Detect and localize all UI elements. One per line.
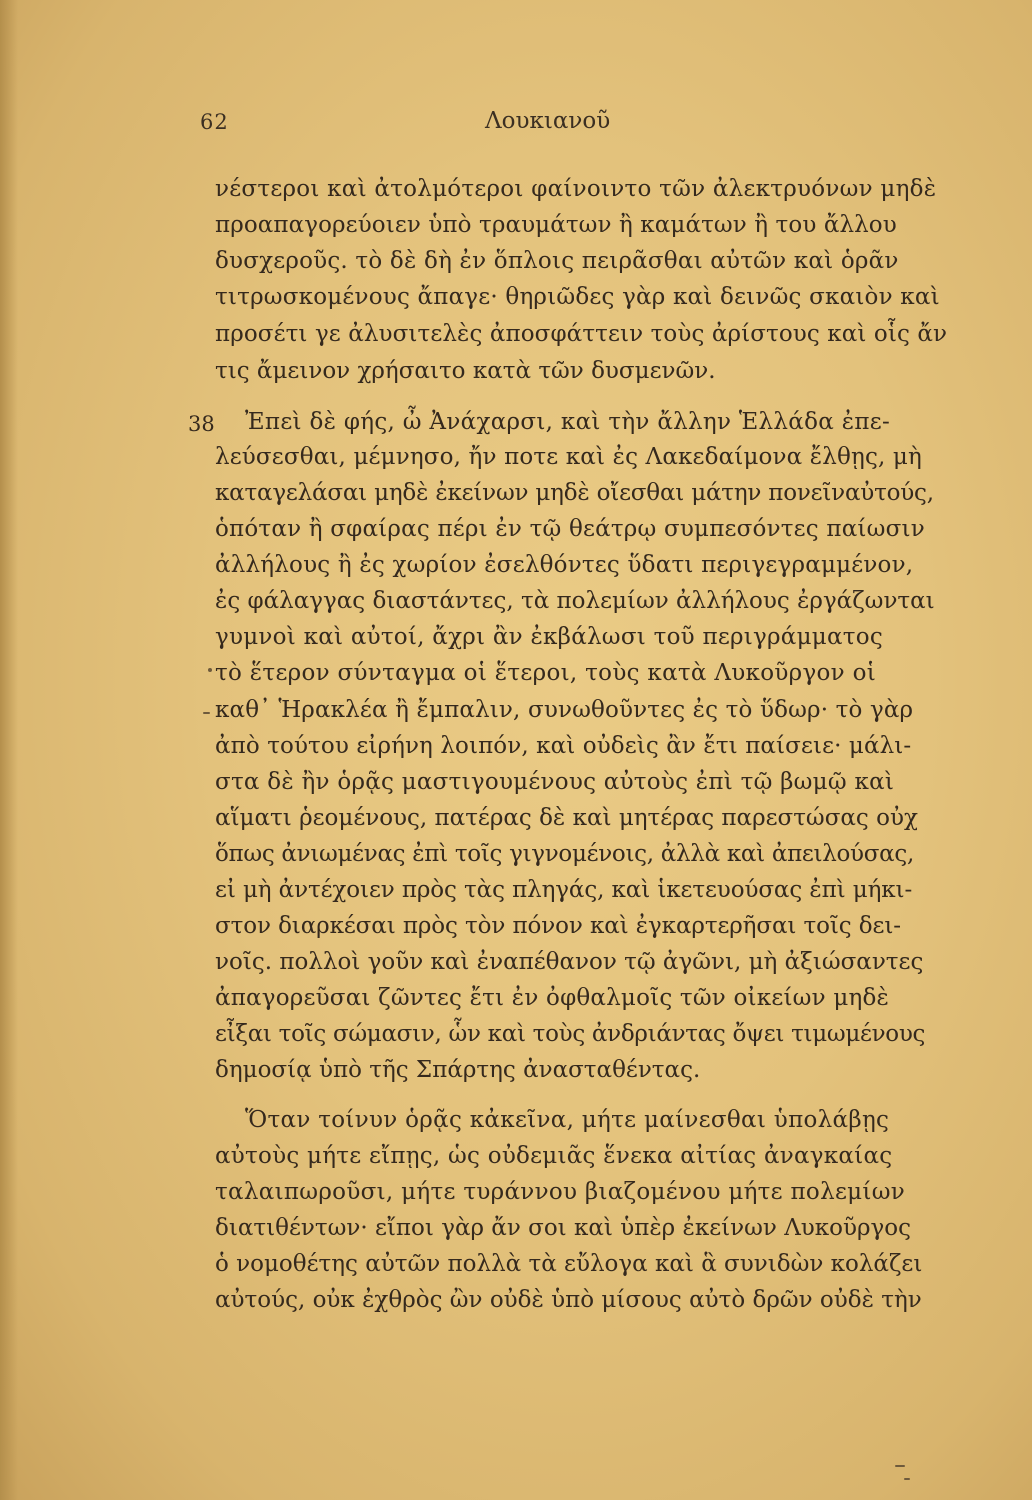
text-line: αὐτοὺς μήτε εἴπῃς, ὡς οὐδεμιᾶς ἕνεκα αἰτίας ἀναγκαίας xyxy=(215,1143,893,1169)
text-line: τιτρωσκομένους ἄπαγε· θηριῶδες γὰρ καὶ δεινῶς σκαιὸν καὶ xyxy=(215,284,940,310)
text-line: στον διαρκέσαι πρὸς τὸν πόνον καὶ ἐγκαρτερῆσαι τοῖς δει- xyxy=(215,913,901,939)
text-line: νέστεροι καὶ ἀτολμότεροι φαίνοιντο τῶν ἀλεκτρυόνων μηδὲ xyxy=(215,176,937,202)
text-line: αὐτούς, οὐκ ἐχθρὸς ὢν οὐδὲ ὑπὸ μίσους αὐτὸ δρῶν οὐδὲ τὴν xyxy=(215,1287,922,1313)
text-line: ταλαιπωροῦσι, μήτε τυράννου βιαζομένου μήτε πολεμίων xyxy=(215,1179,906,1205)
text-line: ἀπὸ τούτου εἰρήνη λοιπόν, καὶ οὐδεὶς ἂν ἔτι παίσειε· μάλι- xyxy=(215,733,912,759)
text-line: εἶξαι τοῖς σώμασιν, ὧν καὶ τοὺς ἀνδριάντας ὄψει τιμωμένους xyxy=(215,1021,926,1047)
text-line: προσέτι γε ἀλυσιτελὲς ἀποσφάττειν τοὺς ἀρίστους καὶ οἷς ἄν xyxy=(215,321,948,347)
text-line: λεύσεσθαι, μέμνησο, ἤν ποτε καὶ ἐς Λακεδαίμονα ἔλθῃς, μὴ xyxy=(215,444,922,470)
text-line: εἰ μὴ ἀντέχοιεν πρὸς τὰς πληγάς, καὶ ἱκετευούσας ἐπὶ μήκι- xyxy=(215,877,913,903)
text-line: δημοσίᾳ ὑπὸ τῆς Σπάρτης ἀνασταθέντας. xyxy=(215,1057,701,1083)
text-line: καταγελάσαι μηδὲ ἐκείνων μηδὲ οἴεσθαι μάτην πονεῖναὐτούς, xyxy=(215,480,934,506)
ink-speck xyxy=(203,712,210,714)
text-line: ἀλλήλους ἢ ἐς χωρίον ἐσελθόντες ὕδατι περιγεγραμμένον, xyxy=(215,552,914,578)
text-line: ὁ νομοθέτης αὐτῶν πολλὰ τὰ εὔλογα καὶ ἃ συνιδὼν κολάζει xyxy=(215,1251,923,1277)
text-line: καθ᾽ Ἡρακλέα ἢ ἔμπαλιν, συνωθοῦντες ἐς τὸ ὕδωρ· τὸ γὰρ xyxy=(215,697,914,723)
text-line: ἐς φάλαγγας διαστάντες, τὰ πολεμίων ἀλλήλους ἐργάζωνται xyxy=(215,588,935,614)
text-line: δυσχεροῦς. τὸ δὲ δὴ ἐν ὅπλοις πειρᾶσθαι αὐτῶν καὶ ὁρᾶν xyxy=(215,248,899,274)
text-line: ὁπόταν ἢ σφαίρας πέρι ἐν τῷ θεάτρῳ συμπεσόντες παίωσιν xyxy=(215,516,925,542)
text-line: τις ἄμεινον χρήσαιτο κατὰ τῶν δυσμενῶν. xyxy=(215,358,716,384)
text-line: ὅπως ἀνιωμένας ἐπὶ τοῖς γιγνομένοις, ἀλλὰ καὶ ἀπειλούσας, xyxy=(215,841,914,867)
text-line: τὸ ἕτερον σύνταγμα οἱ ἕτεροι, τοὺς κατὰ Λυκοῦργον οἱ xyxy=(215,660,877,686)
section-number: 38 xyxy=(188,412,215,436)
page-number: 62 xyxy=(200,110,229,134)
running-head: Λουκιανοῦ xyxy=(485,108,611,134)
ink-speck xyxy=(895,1465,905,1467)
text-line: διατιθέντων· εἴποι γὰρ ἄν σοι καὶ ὑπὲρ ἐκείνων Λυκοῦργος xyxy=(215,1215,911,1241)
text-line: προαπαγορεύοιεν ὑπὸ τραυμάτων ἢ καμάτων ἢ του ἄλλου xyxy=(215,212,897,238)
text-line: ἀπαγορεῦσαι ζῶντες ἔτι ἐν ὀφθαλμοῖς τῶν οἰκείων μηδὲ xyxy=(215,985,890,1011)
text-line: Ὅταν τοίνυν ὁρᾷς κἀκεῖνα, μήτε μαίνεσθαι ὑπολάβῃς xyxy=(245,1107,890,1133)
text-line: νοῖς. πολλοὶ γοῦν καὶ ἐναπέθανον τῷ ἀγῶνι, μὴ ἀξιώσαντες xyxy=(215,949,924,975)
text-line: στα δὲ ἢν ὁρᾷς μαστιγουμένους αὐτοὺς ἐπὶ τῷ βωμῷ καὶ xyxy=(215,769,895,795)
text-line: Ἐπεὶ δὲ φής, ὦ Ἀνάχαρσι, καὶ τὴν ἄλλην Ἑλλάδα ἐπε- xyxy=(245,409,891,435)
text-line: γυμνοὶ καὶ αὐτοί, ἄχρι ἂν ἐκβάλωσι τοῦ περιγράμματος xyxy=(215,624,883,650)
ink-speck xyxy=(208,668,212,672)
text-line: αἵματι ῥεομένους, πατέρας δὲ καὶ μητέρας παρεστώσας οὐχ xyxy=(215,805,918,831)
ink-speck xyxy=(904,1478,910,1480)
page-edge-shadow xyxy=(0,0,18,1500)
